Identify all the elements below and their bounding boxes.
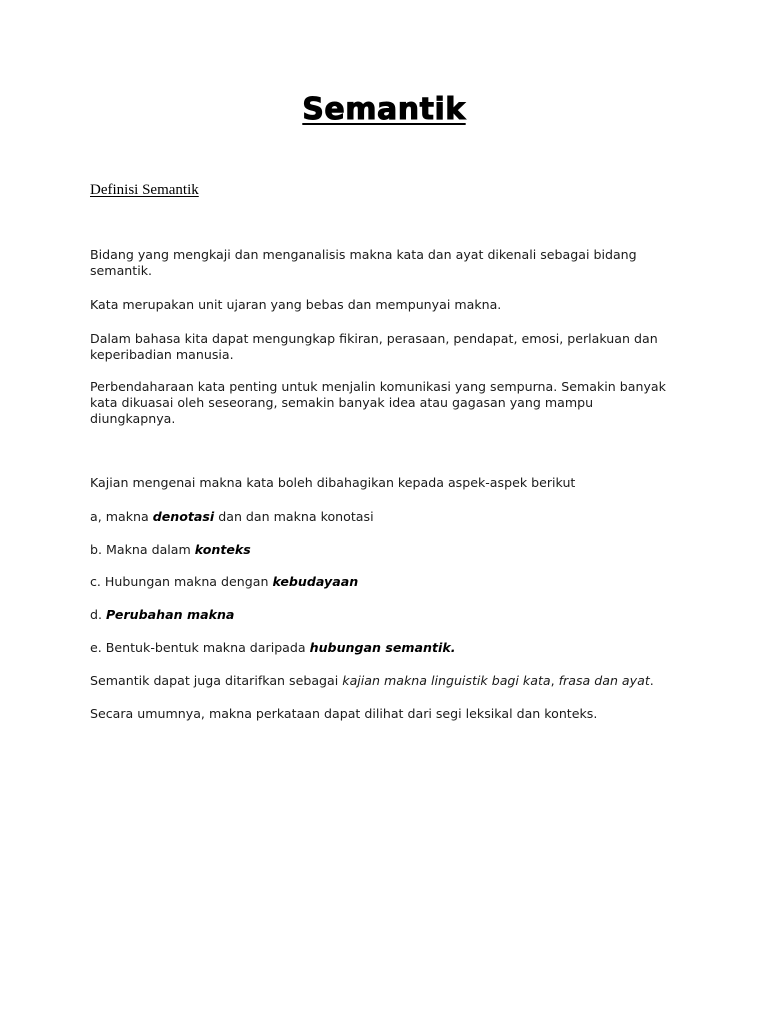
definition-sep: , [550, 673, 559, 688]
definition-italic-1: kajian makna linguistik bagi kata [342, 673, 551, 688]
paragraph-2: Kata merupakan unit ujaran yang bebas dan mempunyai makna. [90, 297, 502, 312]
closing-paragraph: Secara umumnya, makna perkataan dapat dilihat dari segi leksikal dan konteks. [90, 706, 598, 721]
list-item-d [90, 607, 680, 623]
list-item-a-bold: denotasi [152, 509, 215, 524]
list-item-e-bold: hubungan semantik. [309, 640, 456, 655]
list-item-c-prefix: c. Hubungan makna dengan [90, 574, 273, 589]
list-item-a-prefix: a, makna [90, 509, 153, 524]
page-title: Semantik [302, 92, 466, 127]
definition-prefix: Semantik dapat juga ditarifkan sebagai [90, 673, 343, 688]
list-item-e-prefix: e. Bentuk-bentuk makna daripada [90, 640, 310, 655]
definition-end: . [649, 673, 654, 688]
list-item-c [90, 574, 680, 590]
definition-paragraph [90, 673, 680, 689]
definition-italic-2: frasa dan ayat [558, 673, 650, 688]
list-item-e [90, 640, 680, 656]
section-heading: Definisi Semantik [90, 182, 199, 198]
list-item-a [90, 509, 680, 525]
paragraph-3: Dalam bahasa kita dapat mengungkap fikiran, perasaan, pendapat, emosi, perlakuan dan keperibadian manusia. [90, 331, 658, 362]
list-item-a-suffix: dan dan makna konotasi [214, 509, 374, 524]
paragraph-5: Kajian mengenai makna kata boleh dibahagikan kepada aspek-aspek berikut [90, 475, 576, 490]
list-item-d-bold: Perubahan makna [106, 607, 235, 622]
list-item-b [90, 542, 680, 558]
list-item-c-bold: kebudayaan [272, 574, 359, 589]
list-item-d-prefix: d. [90, 607, 107, 622]
list-item-b-prefix: b. Makna dalam [90, 542, 195, 557]
paragraph-4: Perbendaharaan kata penting untuk menjalin komunikasi yang sempurna. Semakin banyak kata dikuasai oleh seseorang, semakin banyak idea atau gagasan yang mampu diungkapnya. [90, 379, 666, 426]
list-item-b-bold: konteks [194, 542, 251, 557]
paragraph-1: Bidang yang mengkaji dan menganalisis makna kata dan ayat dikenali sebagai bidang semantik. [90, 247, 637, 278]
